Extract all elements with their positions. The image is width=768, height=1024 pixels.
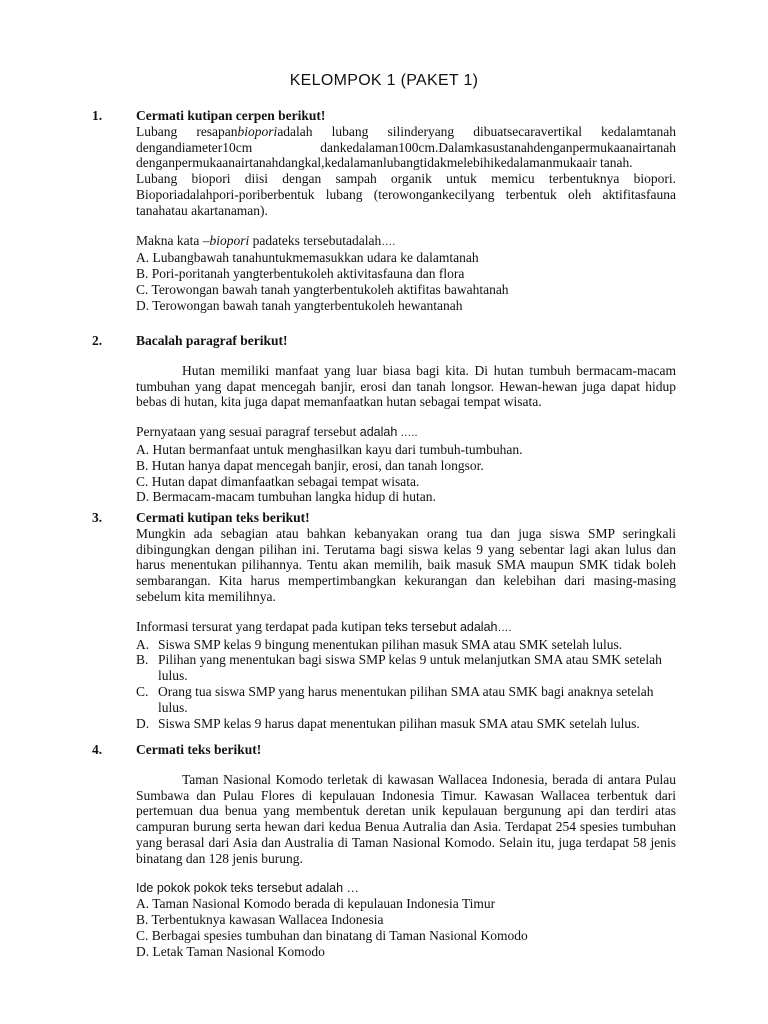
question-prompt: Makna kata –biopori padateks tersebutadalah….	[136, 232, 396, 248]
question-heading: Cermati kutipan teks berikut!	[136, 510, 310, 525]
question-heading: Cermati kutipan cerpen berikut!	[136, 108, 326, 123]
question-body	[136, 510, 676, 731]
answer-option: D. Letak Taman Nasional Komodo	[136, 943, 325, 959]
question-prompt: Ide pokok pokok teks tersebut adalah …	[136, 880, 360, 895]
answer-option: A. Lubangbawah tanahuntukmemasukkan udara ke dalamtanah	[136, 250, 479, 266]
passage-paragraph: Hutan memiliki manfaat yang luar biasa bagi kita. Di hutan tumbuh bermacam-macam tumbuhan yang dapat mencegah banjir, erosi dan tanah longsor. Hewan-hewan juga dapat hidup bebas di hutan, kita juga dapat memanfaatkan hutan sebagai tempat wisata.	[136, 362, 676, 410]
question-prompt: Informasi tersurat yang terdapat pada kutipan teks tersebut adalah….	[136, 618, 512, 634]
answer-option: B. Terbentuknya kawasan Wallacea Indonesia	[136, 912, 384, 928]
answer-option: A. Siswa SMP kelas 9 bingung menentukan pilihan masuk SMA atau SMK setelah lulus.	[136, 636, 623, 652]
answer-option: C. Orang tua siswa SMP yang harus menentukan pilihan SMA atau SMK bagi anaknya setelah lulus.	[136, 683, 654, 715]
question-number: 4.	[92, 742, 103, 757]
question-body	[136, 108, 676, 314]
passage-paragraph: Mungkin ada sebagian atau bahkan kebanyakan orang tua dan juga siswa SMP seringkali dibingungkan dengan pilihan ini. Terutama bagi siswa kelas 9 yang sebentar lagi akan lulus dan harus menentukan pilihannya. Tentu akan memilih, baik masuk SMA maupun SMK tidak boleh sembarangan. Kita harus mempertimbangkan kekurangan dan kelebihan dari masing-masing sebelum kita memilihnya.	[136, 525, 676, 604]
question-prompt: Pernyataan yang sesuai paragraf tersebut adalah …..	[136, 424, 418, 440]
passage-paragraph: Lubang biopori diisi dengan sampah organik untuk memicu terbentuknya biopori. Bioporiadalahpori-poriberbentuk lubang (terowongankecilyang terbentuk oleh aktifitasfauna tanahatau akartanaman).	[136, 171, 676, 218]
answer-option: B. Pilihan yang menentukan bagi siswa SMP kelas 9 untuk melanjutkan SMA atau SMK setelah lulus.	[136, 652, 662, 684]
passage-paragraph: Taman Nasional Komodo terletak di kawasan Wallacea Indonesia, berada di antara Pulau Sumbawa dan Pulau Flores di kepulauan Indonesia Timur. Kawasan Wallacea terbentuk dari pertemuan dua benua yang membentuk deretan unik kepulauan bergunung api dan terdiri atas campuran burung serta hewan dari kedua Benua Autralia dan Asia. Terdapat 254 spesies tumbuhan yang berasal dari Asia dan Australia di Taman Nasional Komodo. Selain itu, juga terdapat 58 jenis binatang dan 128 jenis burung.	[136, 771, 676, 866]
question-body	[136, 742, 676, 960]
answer-option: C. Terowongan bawah tanah yangterbentukoleh aktifitas bawahtanah	[136, 281, 509, 297]
question-heading: Cermati teks berikut!	[136, 742, 262, 757]
answer-option: C. Hutan dapat dimanfaatkan sebagai tempat wisata.	[136, 473, 420, 489]
question-heading: Bacalah paragraf berikut!	[136, 333, 288, 348]
page-title: KELOMPOK 1 (PAKET 1)	[289, 72, 479, 89]
answer-option: A. Taman Nasional Komodo berada di kepulauan Indonesia Timur	[136, 896, 496, 912]
question-number: 2.	[92, 333, 103, 348]
question-body	[136, 333, 676, 505]
answer-option: C. Berbagai spesies tumbuhan dan binatang di Taman Nasional Komodo	[136, 927, 528, 943]
answer-option: D. Siswa SMP kelas 9 harus dapat menentukan pilihan masuk SMA atau SMK setelah lulus.	[136, 715, 640, 731]
answer-option: B. Hutan hanya dapat mencegah banjir, erosi, dan tanah longsor.	[136, 457, 484, 473]
answer-option: D. Terowongan bawah tanah yangterbentukoleh hewantanah	[136, 297, 463, 313]
answer-option: A. Hutan bermanfaat untuk menghasilkan kayu dari tumbuh-tumbuhan.	[136, 441, 523, 457]
passage-paragraph: Lubang resapanbioporiadalah lubang silinderyang dibuatsecaravertikal kedalamtanah dengandiameter10cm dankedalaman100cm.Dalamkasustanahdenganpermukaanairtanah denganpermukaanairtanahdangkal,kedalamanlubangtidakmelebihikedalamanmukaair tanah.	[136, 123, 676, 171]
question-number: 1.	[92, 108, 103, 123]
question-number: 3.	[92, 510, 103, 525]
answer-option: D. Bermacam-macam tumbuhan langka hidup di hutan.	[136, 489, 436, 505]
answer-option: B. Pori-poritanah yangterbentukoleh aktivitasfauna dan flora	[136, 266, 465, 282]
